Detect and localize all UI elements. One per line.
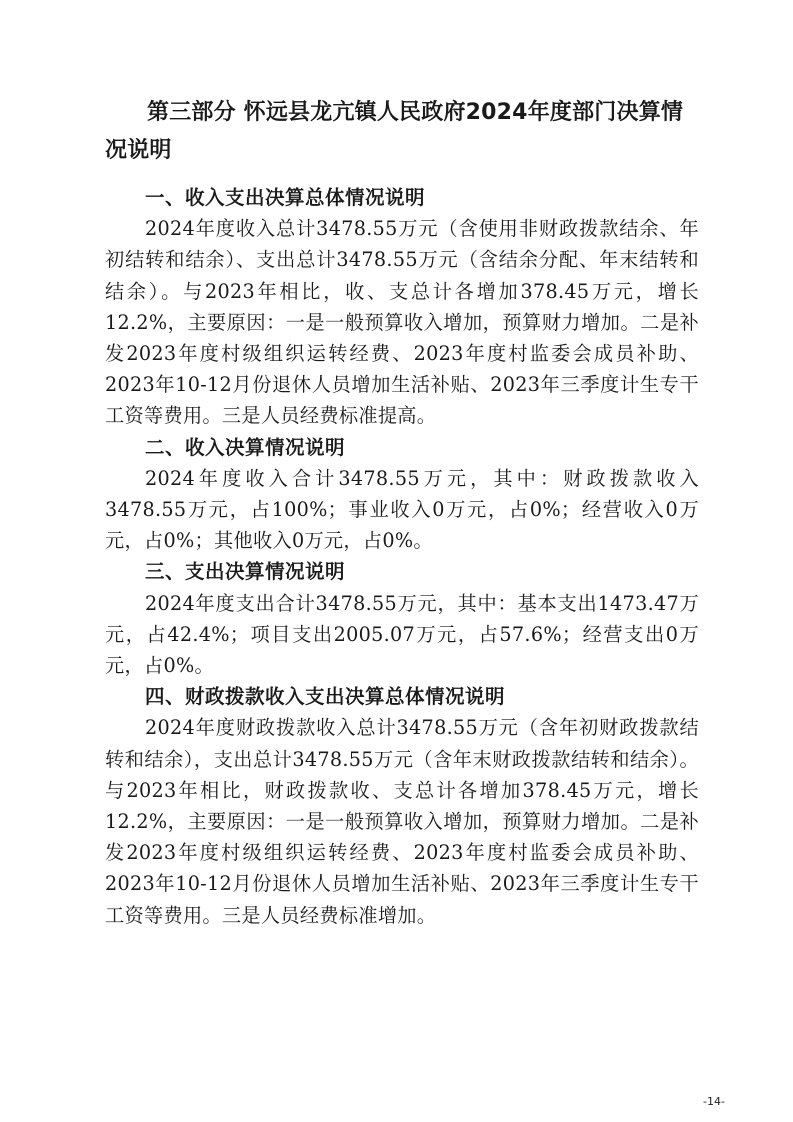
section-heading-1: 一、收入支出决算总体情况说明	[145, 186, 426, 209]
section-paragraph-3: 2024年度支出合计3478.55万元，其中：基本支出1473.47万元，占42.4%；项目支出2005.07万元，占57.6%；经营支出0万元，占0%。	[105, 591, 699, 678]
page-number: -14-	[703, 1095, 725, 1108]
section-heading-2: 二、收入决算情况说明	[145, 435, 346, 459]
section-paragraph-4: 2024年度财政拨款收入总计3478.55万元（含年初财政拨款结转和结余），支出总计3478.55万元（含年末财政拨款结转和结余）。与2023年相比，财政拨款收、支总计各增加378.45万元，增长12.2%，主要原因：一是一般预算收入增加，预算财力增加。二是补发2023年度村级组织运转经费、2023年度村监委会成员补助、2023年10-12月份退休人员增加生活补贴、2023年三季度计生专干工资等费用。三是人员经费标准增加。	[105, 716, 699, 927]
section-heading-3: 三、支出决算情况说明	[145, 560, 346, 584]
page-title: 第三部分 怀远县龙亢镇人民政府2024年度部门决算情况说明	[105, 100, 684, 163]
section-paragraph-2: 2024年度收入合计3478.55万元，其中：财政拨款收入3478.55万元，占100%；事业收入0万元，占0%；经营收入0万元，占0%；其他收入0万元，占0%。	[105, 466, 699, 553]
section-heading-4: 四、财政拨款收入支出决算总体情况说明	[145, 685, 506, 709]
document-body	[105, 182, 699, 931]
section-paragraph-1: 2024年度收入总计3478.55万元（含使用非财政拨款结余、年初结转和结余）、支出总计3478.55万元（含结余分配、年末结转和结余）。与2023年相比，收、支总计各增加378.45万元，增长12.2%，主要原因：一是一般预算收入增加，预算财力增加。二是补发2023年度村级组织运转经费、2023年度村监委会成员补助、2023年10-12月份退休人员增加生活补贴、2023年三季度计生专干工资等费用。三是人员经费标准提高。	[105, 217, 699, 428]
